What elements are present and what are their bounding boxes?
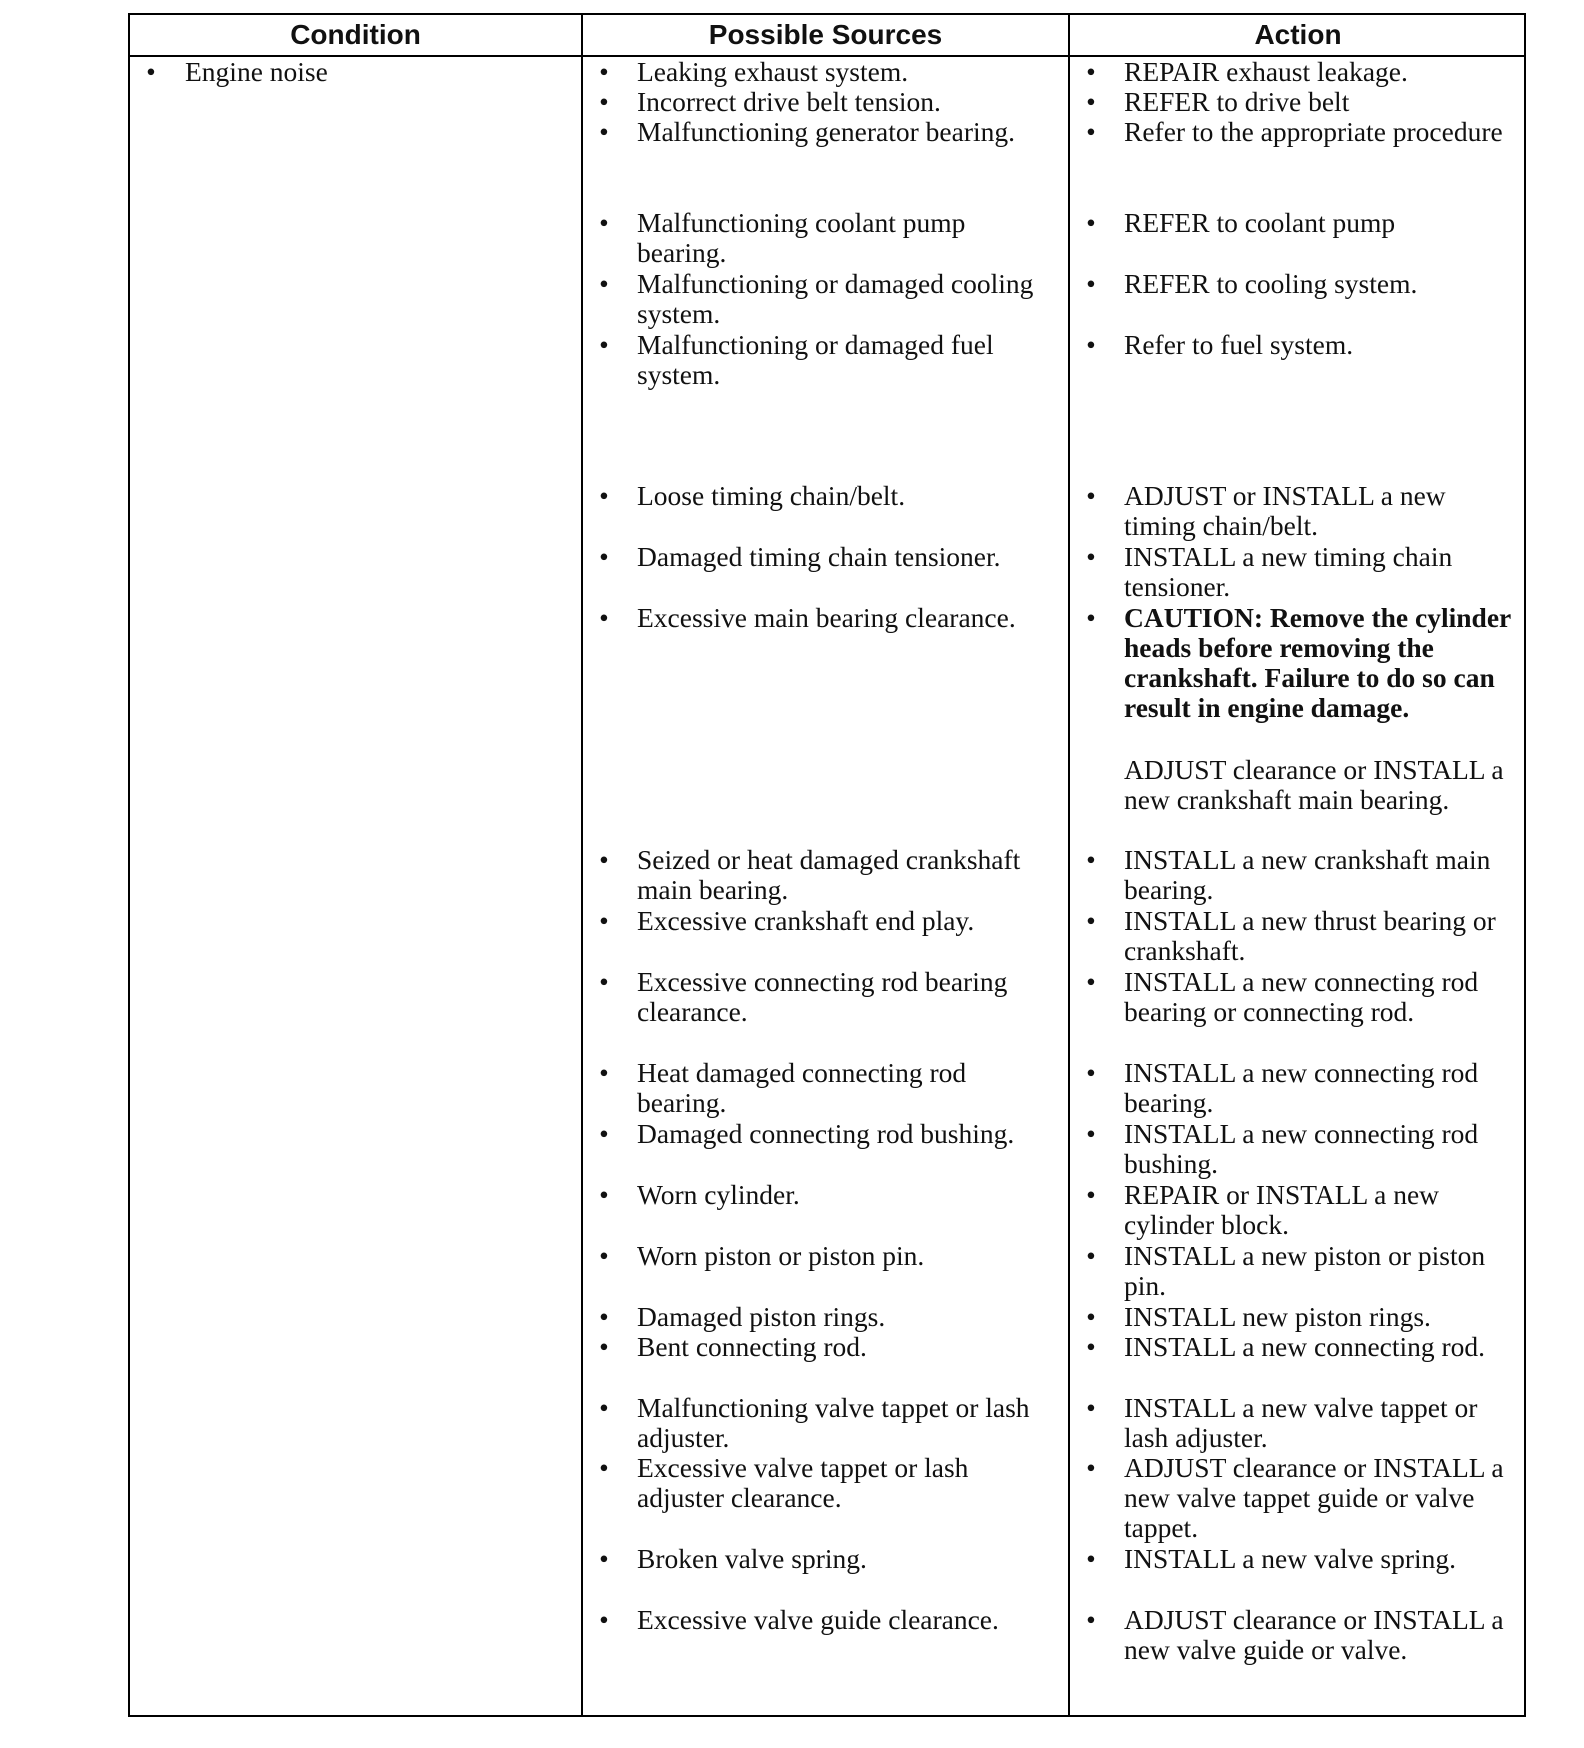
source-item xyxy=(583,57,1068,87)
bullet-icon: • xyxy=(599,1240,609,1271)
bullet-icon: • xyxy=(1086,329,1096,360)
action-item xyxy=(1070,1605,1526,1665)
source-text: Seized or heat damaged crankshaft main bearing. xyxy=(637,844,1021,905)
source-item xyxy=(583,906,1068,936)
bullet-icon: • xyxy=(599,602,609,633)
action-text: ADJUST clearance or INSTALL a new valve tappet guide or valve tappet. xyxy=(1124,1452,1504,1543)
source-item xyxy=(583,603,1068,633)
bullet-icon: • xyxy=(599,116,609,147)
action-item-continued xyxy=(1070,755,1526,815)
source-item xyxy=(583,117,1068,147)
bullet-icon: • xyxy=(1086,1604,1096,1635)
action-text: INSTALL a new thrust bearing or crankshaft. xyxy=(1124,905,1496,966)
bullet-icon: • xyxy=(146,56,156,87)
action-item xyxy=(1070,1393,1526,1453)
bullet-icon: • xyxy=(599,844,609,875)
bullet-icon: • xyxy=(599,966,609,997)
source-item xyxy=(583,1544,1068,1574)
action-item xyxy=(1070,967,1526,1027)
bullet-icon: • xyxy=(1086,1118,1096,1149)
source-item xyxy=(583,208,1068,268)
source-text: Broken valve spring. xyxy=(637,1543,867,1574)
source-text: Worn cylinder. xyxy=(637,1179,800,1210)
source-text: Loose timing chain/belt. xyxy=(637,480,906,511)
action-item xyxy=(1070,906,1526,966)
action-item xyxy=(1070,481,1526,541)
bullet-icon: • xyxy=(1086,602,1096,633)
bullet-icon: • xyxy=(1086,1543,1096,1574)
action-text: ADJUST clearance or INSTALL a new crankshaft main bearing. xyxy=(1124,754,1504,815)
source-item xyxy=(583,1605,1068,1635)
bullet-icon: • xyxy=(1086,116,1096,147)
action-text: REFER to cooling system. xyxy=(1124,268,1418,299)
action-item xyxy=(1070,845,1526,905)
bullet-icon: • xyxy=(1086,480,1096,511)
bullet-icon: • xyxy=(599,1057,609,1088)
bullet-icon: • xyxy=(599,1301,609,1332)
bullet-icon: • xyxy=(1086,1057,1096,1088)
source-item xyxy=(583,1302,1068,1332)
source-text: Malfunctioning or damaged cooling system. xyxy=(637,268,1034,329)
header-action: Action xyxy=(1254,19,1342,50)
source-text: Damaged piston rings. xyxy=(637,1301,886,1332)
bullet-icon: • xyxy=(1086,1392,1096,1423)
action-text: INSTALL new piston rings. xyxy=(1124,1301,1431,1332)
action-text: REPAIR exhaust leakage. xyxy=(1124,56,1408,87)
source-item xyxy=(583,1332,1068,1362)
action-item xyxy=(1070,1180,1526,1240)
source-text: Bent connecting rod. xyxy=(637,1331,867,1362)
source-text: Leaking exhaust system. xyxy=(637,56,909,87)
action-item xyxy=(1070,1332,1526,1362)
source-item xyxy=(583,87,1068,117)
source-item xyxy=(583,845,1068,905)
action-item xyxy=(1070,1544,1526,1574)
action-item xyxy=(1070,208,1526,238)
source-item xyxy=(583,1119,1068,1149)
condition-item xyxy=(130,57,581,87)
action-item xyxy=(1070,1302,1526,1332)
source-text: Excessive valve tappet or lash adjuster clearance. xyxy=(637,1452,969,1513)
source-item xyxy=(583,330,1068,390)
bullet-icon: • xyxy=(599,207,609,238)
action-text: INSTALL a new piston or piston pin. xyxy=(1124,1240,1486,1301)
bullet-icon: • xyxy=(599,1543,609,1574)
bullet-icon: • xyxy=(1086,844,1096,875)
action-item xyxy=(1070,542,1526,602)
bullet-icon: • xyxy=(599,541,609,572)
source-item xyxy=(583,1180,1068,1210)
source-item xyxy=(583,481,1068,511)
action-item xyxy=(1070,1241,1526,1301)
bullet-icon: • xyxy=(599,268,609,299)
action-item xyxy=(1070,1058,1526,1118)
bullet-icon: • xyxy=(599,1452,609,1483)
bullet-icon: • xyxy=(1086,1240,1096,1271)
action-item xyxy=(1070,117,1526,147)
source-text: Excessive valve guide clearance. xyxy=(637,1604,999,1635)
action-text: INSTALL a new connecting rod bearing. xyxy=(1124,1057,1479,1118)
source-text: Malfunctioning generator bearing. xyxy=(637,116,1015,147)
bullet-icon: • xyxy=(1086,207,1096,238)
bullet-icon: • xyxy=(599,1179,609,1210)
caution-item xyxy=(1070,603,1526,723)
source-text: Damaged connecting rod bushing. xyxy=(637,1118,1015,1149)
action-text: INSTALL a new connecting rod. xyxy=(1124,1331,1486,1362)
source-item xyxy=(583,1393,1068,1453)
source-text: Damaged timing chain tensioner. xyxy=(637,541,1001,572)
action-item xyxy=(1070,57,1526,87)
bullet-icon: • xyxy=(1086,1301,1096,1332)
bullet-icon: • xyxy=(1086,905,1096,936)
action-item xyxy=(1070,330,1526,360)
bullet-icon: • xyxy=(1086,1331,1096,1362)
action-item xyxy=(1070,1453,1526,1543)
action-text: INSTALL a new connecting rod bushing. xyxy=(1124,1118,1479,1179)
source-item xyxy=(583,967,1068,1027)
bullet-icon: • xyxy=(599,1118,609,1149)
action-text: INSTALL a new timing chain tensioner. xyxy=(1124,541,1453,602)
source-text: Malfunctioning coolant pump bearing. xyxy=(637,207,966,268)
action-item xyxy=(1070,1119,1526,1179)
bullet-icon: • xyxy=(599,56,609,87)
source-item xyxy=(583,1241,1068,1271)
diagnosis-table xyxy=(128,13,1526,1717)
source-text: Worn piston or piston pin. xyxy=(637,1240,925,1271)
source-text: Excessive connecting rod bearing clearance. xyxy=(637,966,1008,1027)
source-text: Malfunctioning or damaged fuel system. xyxy=(637,329,994,390)
bullet-icon: • xyxy=(599,86,609,117)
condition-text: Engine noise xyxy=(185,56,328,87)
bullet-icon: • xyxy=(599,329,609,360)
caution-text: CAUTION: Remove the cylinder heads before removing the crankshaft. Failure to do so can result in engine damage. xyxy=(1124,602,1511,723)
action-text: ADJUST clearance or INSTALL a new valve guide or valve. xyxy=(1124,1604,1504,1665)
action-text: Refer to the appropriate procedure xyxy=(1124,116,1503,147)
action-text: INSTALL a new crankshaft main bearing. xyxy=(1124,844,1491,905)
bullet-icon: • xyxy=(1086,1452,1096,1483)
bullet-icon: • xyxy=(599,905,609,936)
source-item xyxy=(583,1453,1068,1513)
source-text: Malfunctioning valve tappet or lash adjuster. xyxy=(637,1392,1030,1453)
bullet-icon: • xyxy=(1086,268,1096,299)
bullet-icon: • xyxy=(1086,1179,1096,1210)
action-text: INSTALL a new connecting rod bearing or connecting rod. xyxy=(1124,966,1479,1027)
action-text: REPAIR or INSTALL a new cylinder block. xyxy=(1124,1179,1440,1240)
action-item xyxy=(1070,87,1526,117)
bullet-icon: • xyxy=(1086,56,1096,87)
action-text: ADJUST or INSTALL a new timing chain/belt. xyxy=(1124,480,1446,541)
source-item xyxy=(583,542,1068,572)
source-item xyxy=(583,269,1068,329)
action-text: INSTALL a new valve spring. xyxy=(1124,1543,1457,1574)
source-item xyxy=(583,1058,1068,1118)
source-text: Incorrect drive belt tension. xyxy=(637,86,941,117)
bullet-icon: • xyxy=(599,1392,609,1423)
source-text: Heat damaged connecting rod bearing. xyxy=(637,1057,967,1118)
source-text: Excessive crankshaft end play. xyxy=(637,905,975,936)
bullet-icon: • xyxy=(599,480,609,511)
action-text: INSTALL a new valve tappet or lash adjuster. xyxy=(1124,1392,1478,1453)
bullet-icon: • xyxy=(1086,966,1096,997)
action-text: REFER to drive belt xyxy=(1124,86,1350,117)
bullet-icon: • xyxy=(599,1331,609,1362)
bullet-icon: • xyxy=(1086,86,1096,117)
action-item xyxy=(1070,269,1526,299)
bullet-icon: • xyxy=(599,1604,609,1635)
header-condition: Condition xyxy=(290,19,421,50)
action-text: Refer to fuel system. xyxy=(1124,329,1354,360)
source-text: Excessive main bearing clearance. xyxy=(637,602,1016,633)
header-possible-sources: Possible Sources xyxy=(708,19,943,50)
action-text: REFER to coolant pump xyxy=(1124,207,1396,238)
bullet-icon: • xyxy=(1086,541,1096,572)
